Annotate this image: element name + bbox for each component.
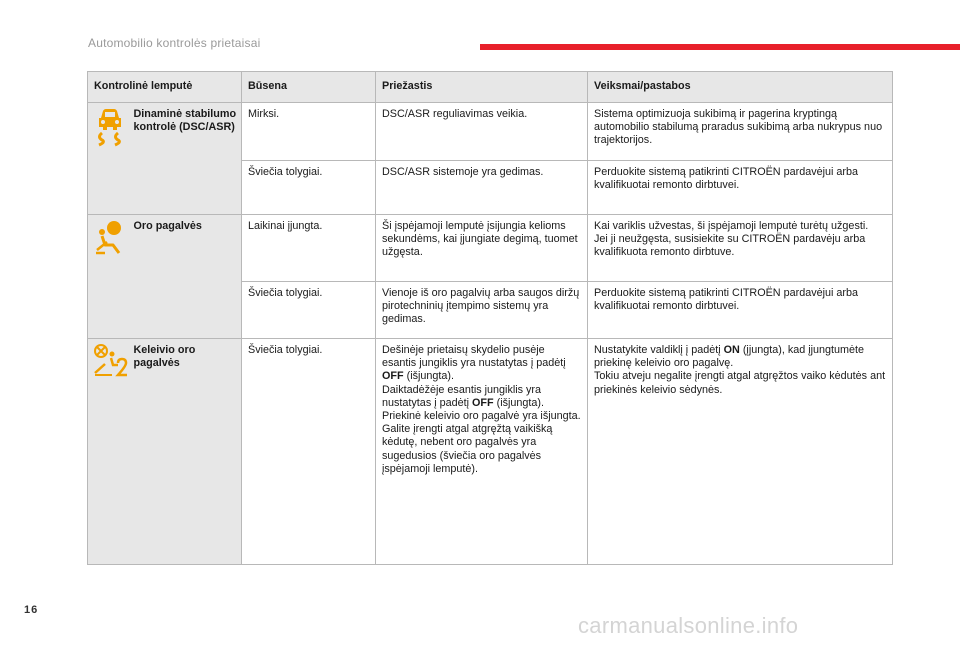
action-cell: Nustatykite valdiklį į padėtį ON (įjungta), kad įjungtumėte priekinę keleivio oro pagalvę. Tokiu atveju negalite įrengti atgal atgręžtos vaiko kėdutės ant priekinės keleivio sėdynės.	[588, 339, 893, 565]
column-header-cause: Priežastis	[376, 72, 588, 103]
page-number: 16	[24, 604, 39, 616]
state-cell: Mirksi.	[242, 103, 376, 161]
cause-cell: DSC/ASR sistemoje yra gedimas.	[376, 161, 588, 215]
table-header-row	[88, 72, 893, 103]
action-cell: Sistema optimizuoja sukibimą ir pagerina kryptingą automobilio stabilumą praradus sukibimą arba nukrypus nuo trajektorijos.	[588, 103, 893, 161]
watermark: carmanualsonline.info	[578, 613, 799, 638]
airbag-icon	[93, 219, 127, 255]
skidding-car-icon	[93, 107, 127, 147]
state-cell: Laikinai įjungta.	[242, 215, 376, 282]
lamp-name-passenger-airbag: Keleivio oro pagalvės	[132, 339, 242, 565]
state-cell: Šviečia tolygiai.	[242, 161, 376, 215]
cause-cell: Vienoje iš oro pagalvių arba saugos diržų pirotechninių įtempimo sistemų yra gedimas.	[376, 282, 588, 339]
action-cell: Perduokite sistemą patikrinti CITROËN pardavėjui arba kvalifikuotai remonto dirbtuvei.	[588, 161, 893, 215]
lamp-name-airbags: Oro pagalvės	[132, 215, 242, 339]
action-cell: Kai variklis užvestas, ši įspėjamoji lemputė turėtų užgesti. Jei ji neužgęsta, susisiekite su CITROËN pardavėju arba kvalifikuota remonto dirbtuve.	[588, 215, 893, 282]
table-row	[88, 103, 893, 161]
cause-cell: DSC/ASR reguliavimas veikia.	[376, 103, 588, 161]
cause-cell: Dešinėje prietaisų skydelio pusėje esantis jungiklis yra nustatytas į padėtį OFF (išjungta). Daiktadėžėje esantis jungiklis yra nustatytas į padėtį OFF (išjungta). Priekinė keleivio oro pagalvė yra išjungta. Galite įrengti atgal atgręžtą vaikišką kėdutę, nebent oro pagalvės yra sugedusios (šviečia oro pagalvės įspėjamoji lemputė).	[376, 339, 588, 565]
state-cell: Šviečia tolygiai.	[242, 339, 376, 565]
column-header-state: Būsena	[242, 72, 376, 103]
action-cell: Perduokite sistemą patikrinti CITROËN pardavėjui arba kvalifikuotai remonto dirbtuvei.	[588, 282, 893, 339]
column-header-action: Veiksmai/pastabos	[588, 72, 893, 103]
state-cell: Šviečia tolygiai.	[242, 282, 376, 339]
lamp-name-dsc: Dinaminė stabilumo kontrolė (DSC/ASR)	[132, 103, 242, 215]
header-accent-bar	[480, 44, 960, 50]
warning-lamps-table	[87, 71, 893, 565]
column-header-lamp: Kontrolinė lemputė	[88, 72, 242, 103]
passenger-airbag-off-icon	[92, 343, 128, 377]
page-header-title: Automobilio kontrolės prietaisai	[88, 36, 261, 50]
table-row	[88, 215, 893, 282]
cause-cell: Ši įspėjamoji lemputė įsijungia kelioms sekundėms, kai įjungiate degimą, tuomet užgęsta.	[376, 215, 588, 282]
table-row	[88, 339, 893, 565]
